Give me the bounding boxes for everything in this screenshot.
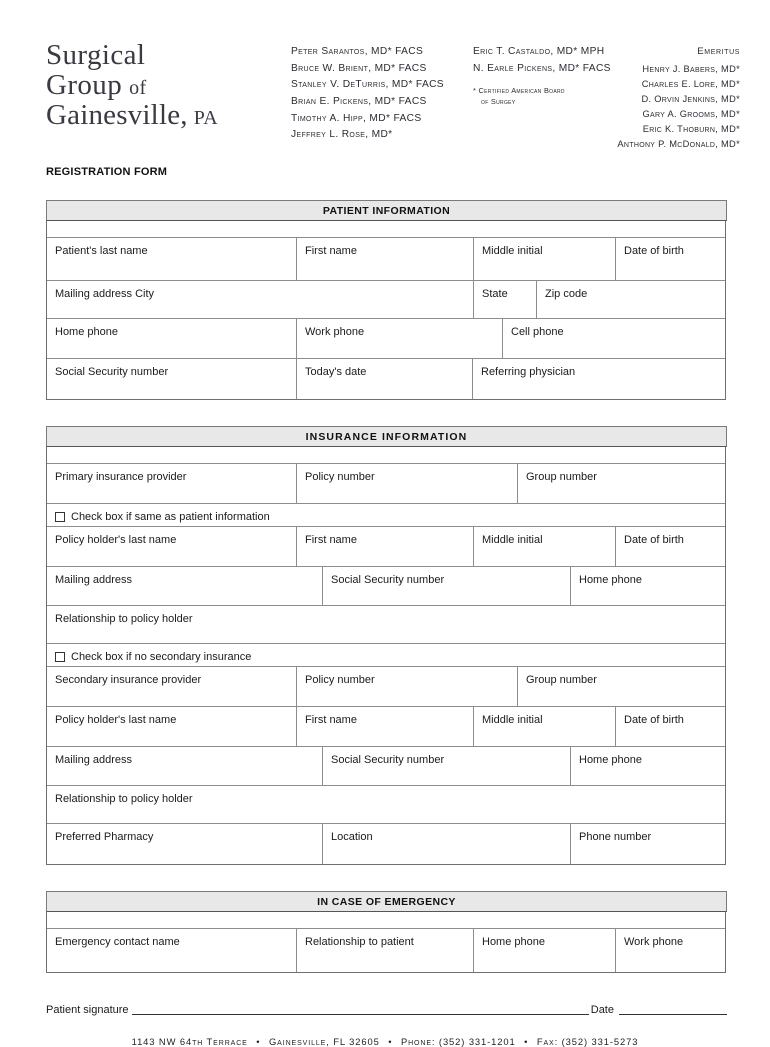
field-pharmacy-location[interactable]: Location: [322, 824, 570, 864]
checkbox-row-same-as-patient[interactable]: [47, 504, 725, 527]
insurance-information-section: [46, 426, 724, 865]
field-patient-first-name[interactable]: First name: [296, 238, 473, 280]
field-secondary-relationship-to-policy-holder[interactable]: Relationship to policy holder: [55, 792, 193, 805]
table-row: [47, 606, 725, 644]
emergency-header: IN CASE OF EMERGENCY: [46, 891, 727, 912]
table-row: [47, 747, 725, 786]
field-patient-middle-initial[interactable]: Middle initial: [473, 238, 615, 280]
emeritus-physician-name: Henry J. Babers, MD*: [642, 63, 740, 74]
logo-pa-word: PA: [193, 107, 218, 130]
checkbox-no-secondary-label: Check box if no secondary insurance: [71, 650, 252, 663]
physician-name: Brian E. Pickens, MD* FACS: [291, 95, 427, 107]
field-secondary-holder-date-of-birth[interactable]: Date of birth: [615, 707, 725, 746]
footer-fax: Fax: (352) 331-5273: [536, 1035, 639, 1047]
field-primary-holder-middle-initial[interactable]: Middle initial: [473, 527, 615, 566]
field-emergency-relationship[interactable]: Relationship to patient: [296, 929, 473, 972]
field-secondary-insurance-provider[interactable]: Secondary insurance provider: [55, 673, 202, 686]
table-row: [47, 667, 725, 707]
physician-list-column-2: [473, 38, 613, 108]
emeritus-physician-name: Gary A. Grooms, MD*: [642, 108, 740, 119]
field-primary-holder-mailing-address[interactable]: Mailing address: [55, 573, 133, 586]
field-secondary-holder-home-phone[interactable]: Home phone: [570, 747, 725, 785]
patient-signature-label: Patient signature: [46, 1003, 129, 1016]
field-secondary-holder-first-name[interactable]: First name: [296, 707, 473, 746]
field-primary-insurance-provider[interactable]: Primary insurance provider: [55, 470, 187, 483]
field-pharmacy-phone-number[interactable]: Phone number: [570, 824, 725, 864]
spacer-row: [47, 447, 725, 464]
field-state[interactable]: State: [473, 281, 536, 318]
field-emergency-work-phone[interactable]: Work phone: [615, 929, 725, 972]
physician-name: N. Earle Pickens, MD* FACS: [473, 62, 611, 74]
patient-information-header: PATIENT INFORMATION: [46, 200, 727, 221]
field-mailing-address-city[interactable]: Mailing address City: [55, 287, 155, 300]
footer-city-state-zip: Gainesville, FL 32605: [268, 1035, 380, 1047]
emeritus-title: Emeritus: [697, 46, 740, 57]
physician-list-column-1: [291, 38, 473, 144]
field-zip-code[interactable]: Zip code: [536, 281, 725, 318]
checkbox-no-secondary-container[interactable]: [47, 644, 725, 666]
field-secondary-policy-number[interactable]: Policy number: [296, 667, 517, 706]
logo-line-3: [46, 100, 291, 130]
certification-note: [473, 86, 613, 107]
field-secondary-group-number[interactable]: Group number: [517, 667, 725, 706]
field-home-phone[interactable]: Home phone: [55, 325, 118, 338]
checkbox-icon[interactable]: [55, 652, 65, 662]
field-social-security-number[interactable]: Social Security number: [55, 365, 169, 378]
footer-separator-icon: •: [256, 1035, 261, 1047]
field-primary-holder-date-of-birth[interactable]: Date of birth: [615, 527, 725, 566]
table-row: [47, 281, 725, 319]
physician-name: Bruce W. Brient, MD* FACS: [291, 62, 427, 74]
emeritus-list-column: [613, 38, 740, 152]
physician-name: Peter Sarantos, MD* FACS: [291, 46, 424, 57]
field-todays-date[interactable]: Today's date: [296, 359, 472, 399]
field-primary-policy-number[interactable]: Policy number: [296, 464, 517, 503]
emeritus-physician-name: Anthony P. McDonald, MD*: [617, 138, 740, 149]
footer-separator-icon: •: [388, 1035, 393, 1047]
footer-address: 1143 NW 64th Terrace: [131, 1035, 248, 1047]
spacer-row: [47, 912, 725, 929]
table-row: [47, 929, 725, 972]
table-row: [47, 527, 725, 567]
table-row: [47, 824, 725, 864]
table-row: [47, 359, 725, 399]
field-primary-holder-first-name[interactable]: First name: [296, 527, 473, 566]
signature-area: [46, 1003, 727, 1016]
logo-line-1: Surgical: [46, 39, 146, 71]
field-secondary-holder-mailing-address[interactable]: Mailing address: [55, 753, 133, 766]
emergency-table: [46, 912, 726, 973]
field-secondary-holder-last-name[interactable]: Policy holder's last name: [55, 713, 177, 726]
field-work-phone[interactable]: Work phone: [296, 319, 502, 358]
field-primary-holder-ssn[interactable]: Social Security number: [322, 567, 570, 605]
field-patient-last-name[interactable]: Patient's last name: [55, 244, 148, 257]
table-row: [47, 707, 725, 747]
emeritus-physician-name: D. Orvin Jenkins, MD*: [641, 93, 740, 104]
field-primary-holder-home-phone[interactable]: Home phone: [570, 567, 725, 605]
patient-information-table: [46, 221, 726, 400]
certification-note-line-1: * Certified American Board: [473, 86, 565, 96]
table-row: [47, 319, 725, 359]
table-row: [47, 786, 725, 824]
footer-separator-icon: •: [524, 1035, 529, 1047]
field-emergency-home-phone[interactable]: Home phone: [473, 929, 615, 972]
footer-phone: Phone: (352) 331-1201: [400, 1035, 516, 1047]
letterhead: [0, 0, 770, 152]
patient-signature-line[interactable]: [132, 1003, 589, 1015]
footer-contact-info: [0, 1036, 770, 1047]
practice-logo: [46, 38, 291, 130]
logo-of-word: of: [129, 77, 147, 100]
field-secondary-holder-middle-initial[interactable]: Middle initial: [473, 707, 615, 746]
field-preferred-pharmacy[interactable]: Preferred Pharmacy: [55, 830, 154, 843]
logo-group-word: Group: [46, 69, 123, 102]
checkbox-row-no-secondary[interactable]: [47, 644, 725, 667]
emeritus-physician-name: Charles E. Lore, MD*: [641, 78, 740, 89]
field-primary-relationship-to-policy-holder[interactable]: Relationship to policy holder: [55, 612, 193, 625]
page-title: REGISTRATION FORM: [46, 165, 168, 178]
field-cell-phone[interactable]: Cell phone: [502, 319, 725, 358]
spacer-row: [47, 221, 725, 238]
patient-information-section: [46, 200, 724, 400]
physician-name: Jeffrey L. Rose, MD*: [291, 129, 393, 141]
emeritus-physician-name: Eric K. Thoburn, MD*: [642, 123, 740, 134]
logo-line-2: [46, 70, 291, 100]
checkbox-icon[interactable]: [55, 512, 65, 522]
table-row: [47, 238, 725, 281]
physician-name: Eric T. Castaldo, MD* MPH: [473, 46, 605, 57]
signature-date-label: Date: [590, 1003, 614, 1016]
signature-date-line[interactable]: [619, 1003, 727, 1015]
field-secondary-holder-ssn[interactable]: Social Security number: [322, 747, 570, 785]
certification-note-line-2: of Surgey: [481, 96, 516, 106]
field-primary-group-number[interactable]: Group number: [517, 464, 725, 503]
emergency-section: [46, 891, 724, 973]
checkbox-same-as-patient-container[interactable]: [47, 504, 725, 526]
table-row: [47, 464, 725, 504]
insurance-information-table: [46, 447, 726, 865]
field-emergency-contact-name[interactable]: Emergency contact name: [55, 935, 180, 948]
field-referring-physician[interactable]: Referring physician: [472, 359, 725, 399]
checkbox-same-as-patient-label: Check box if same as patient information: [71, 510, 270, 523]
logo-gainesville-word: Gainesville,: [46, 99, 188, 132]
field-primary-holder-last-name[interactable]: Policy holder's last name: [55, 533, 177, 546]
physician-name: Timothy A. Hipp, MD* FACS: [291, 112, 422, 124]
insurance-information-header: INSURANCE INFORMATION: [46, 426, 727, 447]
physician-name: Stanley V. DeTurris, MD* FACS: [291, 79, 444, 91]
field-patient-date-of-birth[interactable]: Date of birth: [615, 238, 725, 280]
table-row: [47, 567, 725, 606]
